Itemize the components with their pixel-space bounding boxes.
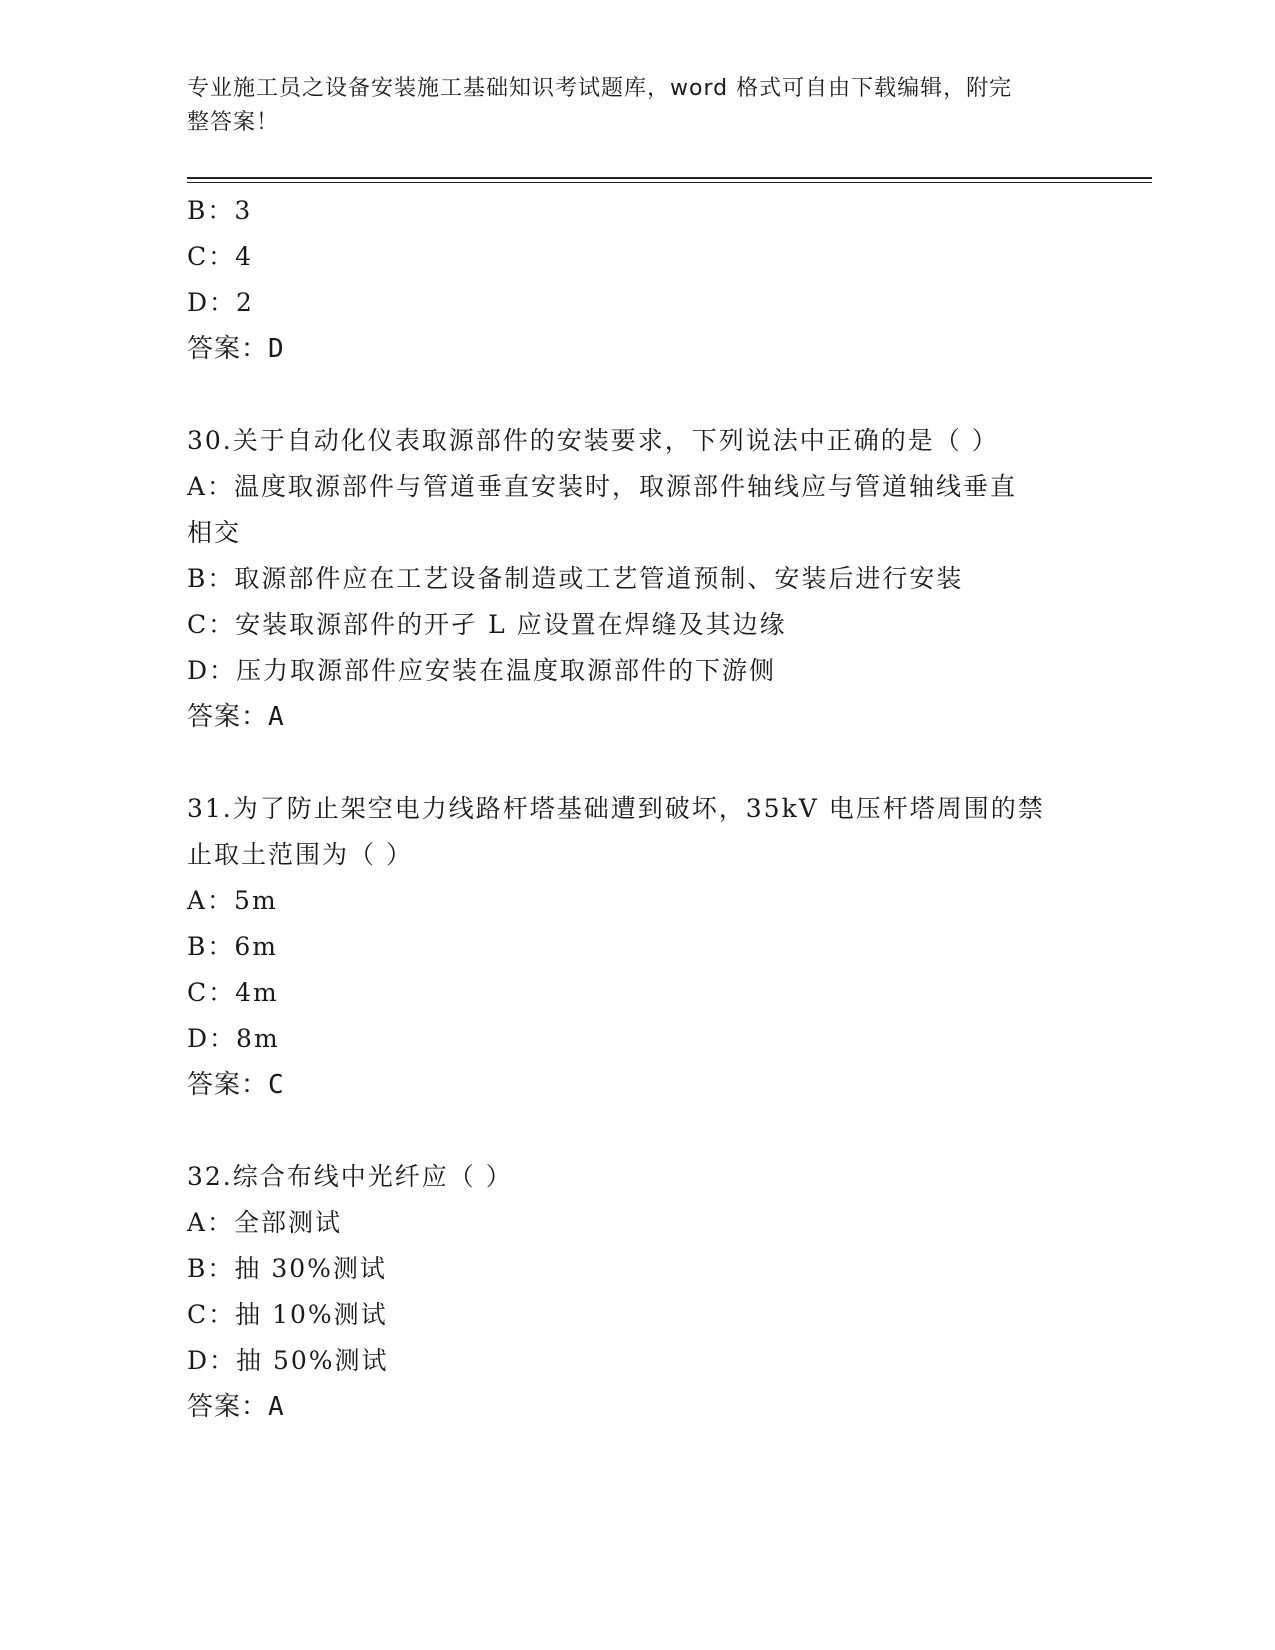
q30-option-b: B：取源部件应在工艺设备制造或工艺管道预制、安装后进行安装 [187,564,964,593]
q32-option-c: C：抽 10%测试 [187,1300,388,1329]
q31-question: 31.为了防止架空电力线路杆塔基础遭到破坏，35kV 电压杆塔周围的禁 [187,794,1045,823]
q30-option-a-continued: 相交 [187,518,242,547]
answer-label: 答案： [187,1070,269,1100]
q32-option-d: D：抽 50%测试 [187,1346,389,1375]
q31-option-b: B：6m [187,932,278,961]
q31-answer [187,1062,1087,1108]
q32-option-b: B：抽 30%测试 [187,1254,387,1283]
answer-value: D [268,334,285,364]
answer-label: 答案： [187,334,269,364]
question-32-block [187,1154,1087,1430]
question-31-block [187,786,1087,1108]
header-divider-thick [187,177,1152,179]
q31-question-continued: 止取土范围为（ ） [187,840,413,869]
header-line-1: 专业施工员之设备安装施工基础知识考试题库，word 格式可自由下载编辑，附完 [187,76,1013,101]
q32-option-a: A：全部测试 [187,1208,343,1237]
q29-option-c: C：4 [187,242,254,271]
q30-option-d: D：压力取源部件应安装在温度取源部件的下游侧 [187,656,777,685]
q32-question: 32.综合布线中光纤应（ ） [187,1162,513,1191]
q29-option-d: D：2 [187,288,254,317]
q31-option-c: C：4m [187,978,279,1007]
spacer [187,372,1087,418]
answer-label: 答案： [187,1392,269,1422]
q29-option-b: B：3 [187,196,253,225]
answer-value: A [268,702,285,732]
answer-label: 答案： [187,702,269,732]
answer-value: C [268,1070,285,1100]
question-list [187,188,1087,1430]
q31-option-a: A：5m [187,886,278,915]
question-29-block [187,188,1087,372]
document-header [187,72,1067,140]
q30-answer [187,694,1087,740]
q30-option-c: C：安装取源部件的开孑 L 应设置在焊缝及其边缘 [187,610,787,639]
header-divider-thin [187,182,1152,183]
spacer [187,1108,1087,1154]
q32-answer [187,1384,1087,1430]
q30-option-a: A：温度取源部件与管道垂直安装时，取源部件轴线应与管道轴线垂直 [187,472,1018,501]
spacer [187,740,1087,786]
q30-question: 30.关于自动化仪表取源部件的安装要求，下列说法中正确的是（ ） [187,426,999,455]
question-30-block [187,418,1087,740]
q29-answer [187,326,1087,372]
answer-value: A [268,1392,285,1422]
q31-option-d: D：8m [187,1024,280,1053]
header-line-2: 整答案！ [187,110,280,135]
